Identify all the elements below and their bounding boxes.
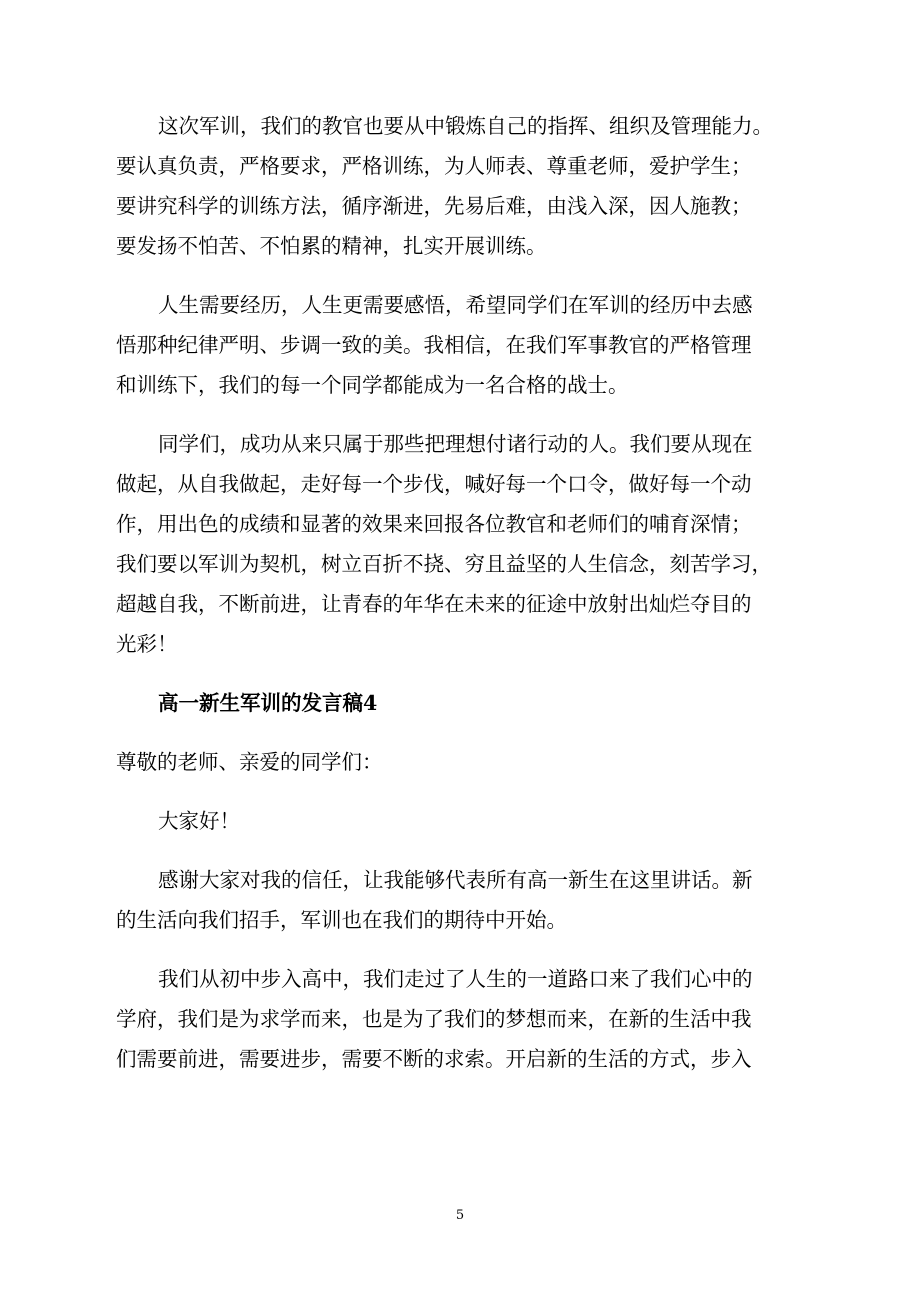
text-line: 大家好！	[158, 809, 240, 833]
text-line: 我们从初中步入高中，我们走过了人生的一道路口来了我们心中的	[158, 967, 753, 991]
paragraph	[116, 424, 796, 664]
page-number: 5	[455, 1208, 465, 1223]
salutation	[116, 742, 796, 782]
text-line: 悟那种纪律严明、步调一致的美。我相信，在我们军事教官的严格管理	[116, 333, 752, 357]
heading-text: 高一新生军训的发言稿4	[158, 691, 378, 715]
text-line: 们需要前进，需要进步，需要不断的求索。开启新的生活的方式，步入	[116, 1047, 752, 1071]
text-line: 做起，从自我做起，走好每一个步伐，喊好每一个口令，做好每一个动	[116, 472, 752, 496]
text-line: 的生活向我们招手，军训也在我们的期待中开始。	[116, 908, 567, 932]
greeting	[116, 801, 796, 841]
text-line: 同学们，成功从来只属于那些把理想付诸行动的人。我们要从现在	[158, 432, 753, 456]
text-line: 要讲究科学的训练方法，循序渐进，先易后难，由浅入深，因人施教；	[116, 194, 752, 218]
text-line: 这次军训，我们的教官也要从中锻炼自己的指挥、组织及管理能力。	[158, 114, 773, 138]
text-line: 感谢大家对我的信任，让我能够代表所有高一新生在这里讲话。新	[158, 868, 753, 892]
text-line: 要发扬不怕苦、不怕累的精神，扎实开展训练。	[116, 234, 547, 258]
text-line: 学府，我们是为求学而来，也是为了我们的梦想而来，在新的生活中我	[116, 1007, 752, 1031]
text-line: 人生需要经历，人生更需要感悟，希望同学们在军训的经历中去感	[158, 293, 753, 317]
text-line: 我们要以军训为契机，树立百折不挠、穷且益坚的人生信念，刻苦学习，	[116, 552, 772, 576]
paragraph	[116, 860, 796, 940]
paragraph	[116, 285, 796, 405]
text-line: 要认真负责，严格要求，严格训练，为人师表、尊重老师，爱护学生；	[116, 154, 752, 178]
text-line: 光彩！	[116, 632, 178, 656]
text-line: 超越自我，不断前进，让青春的年华在未来的征途中放射出灿烂夺目的	[116, 592, 752, 616]
paragraph	[116, 106, 796, 266]
text-line: 尊敬的老师、亲爱的同学们：	[116, 750, 383, 774]
text-line: 和训练下，我们的每一个同学都能成为一名合格的战士。	[116, 373, 629, 397]
section-heading	[116, 683, 796, 723]
paragraph	[116, 959, 796, 1079]
document-body	[116, 106, 796, 1079]
text-line: 作，用出色的成绩和显著的效果来回报各位教官和老师们的哺育深情；	[116, 512, 752, 536]
